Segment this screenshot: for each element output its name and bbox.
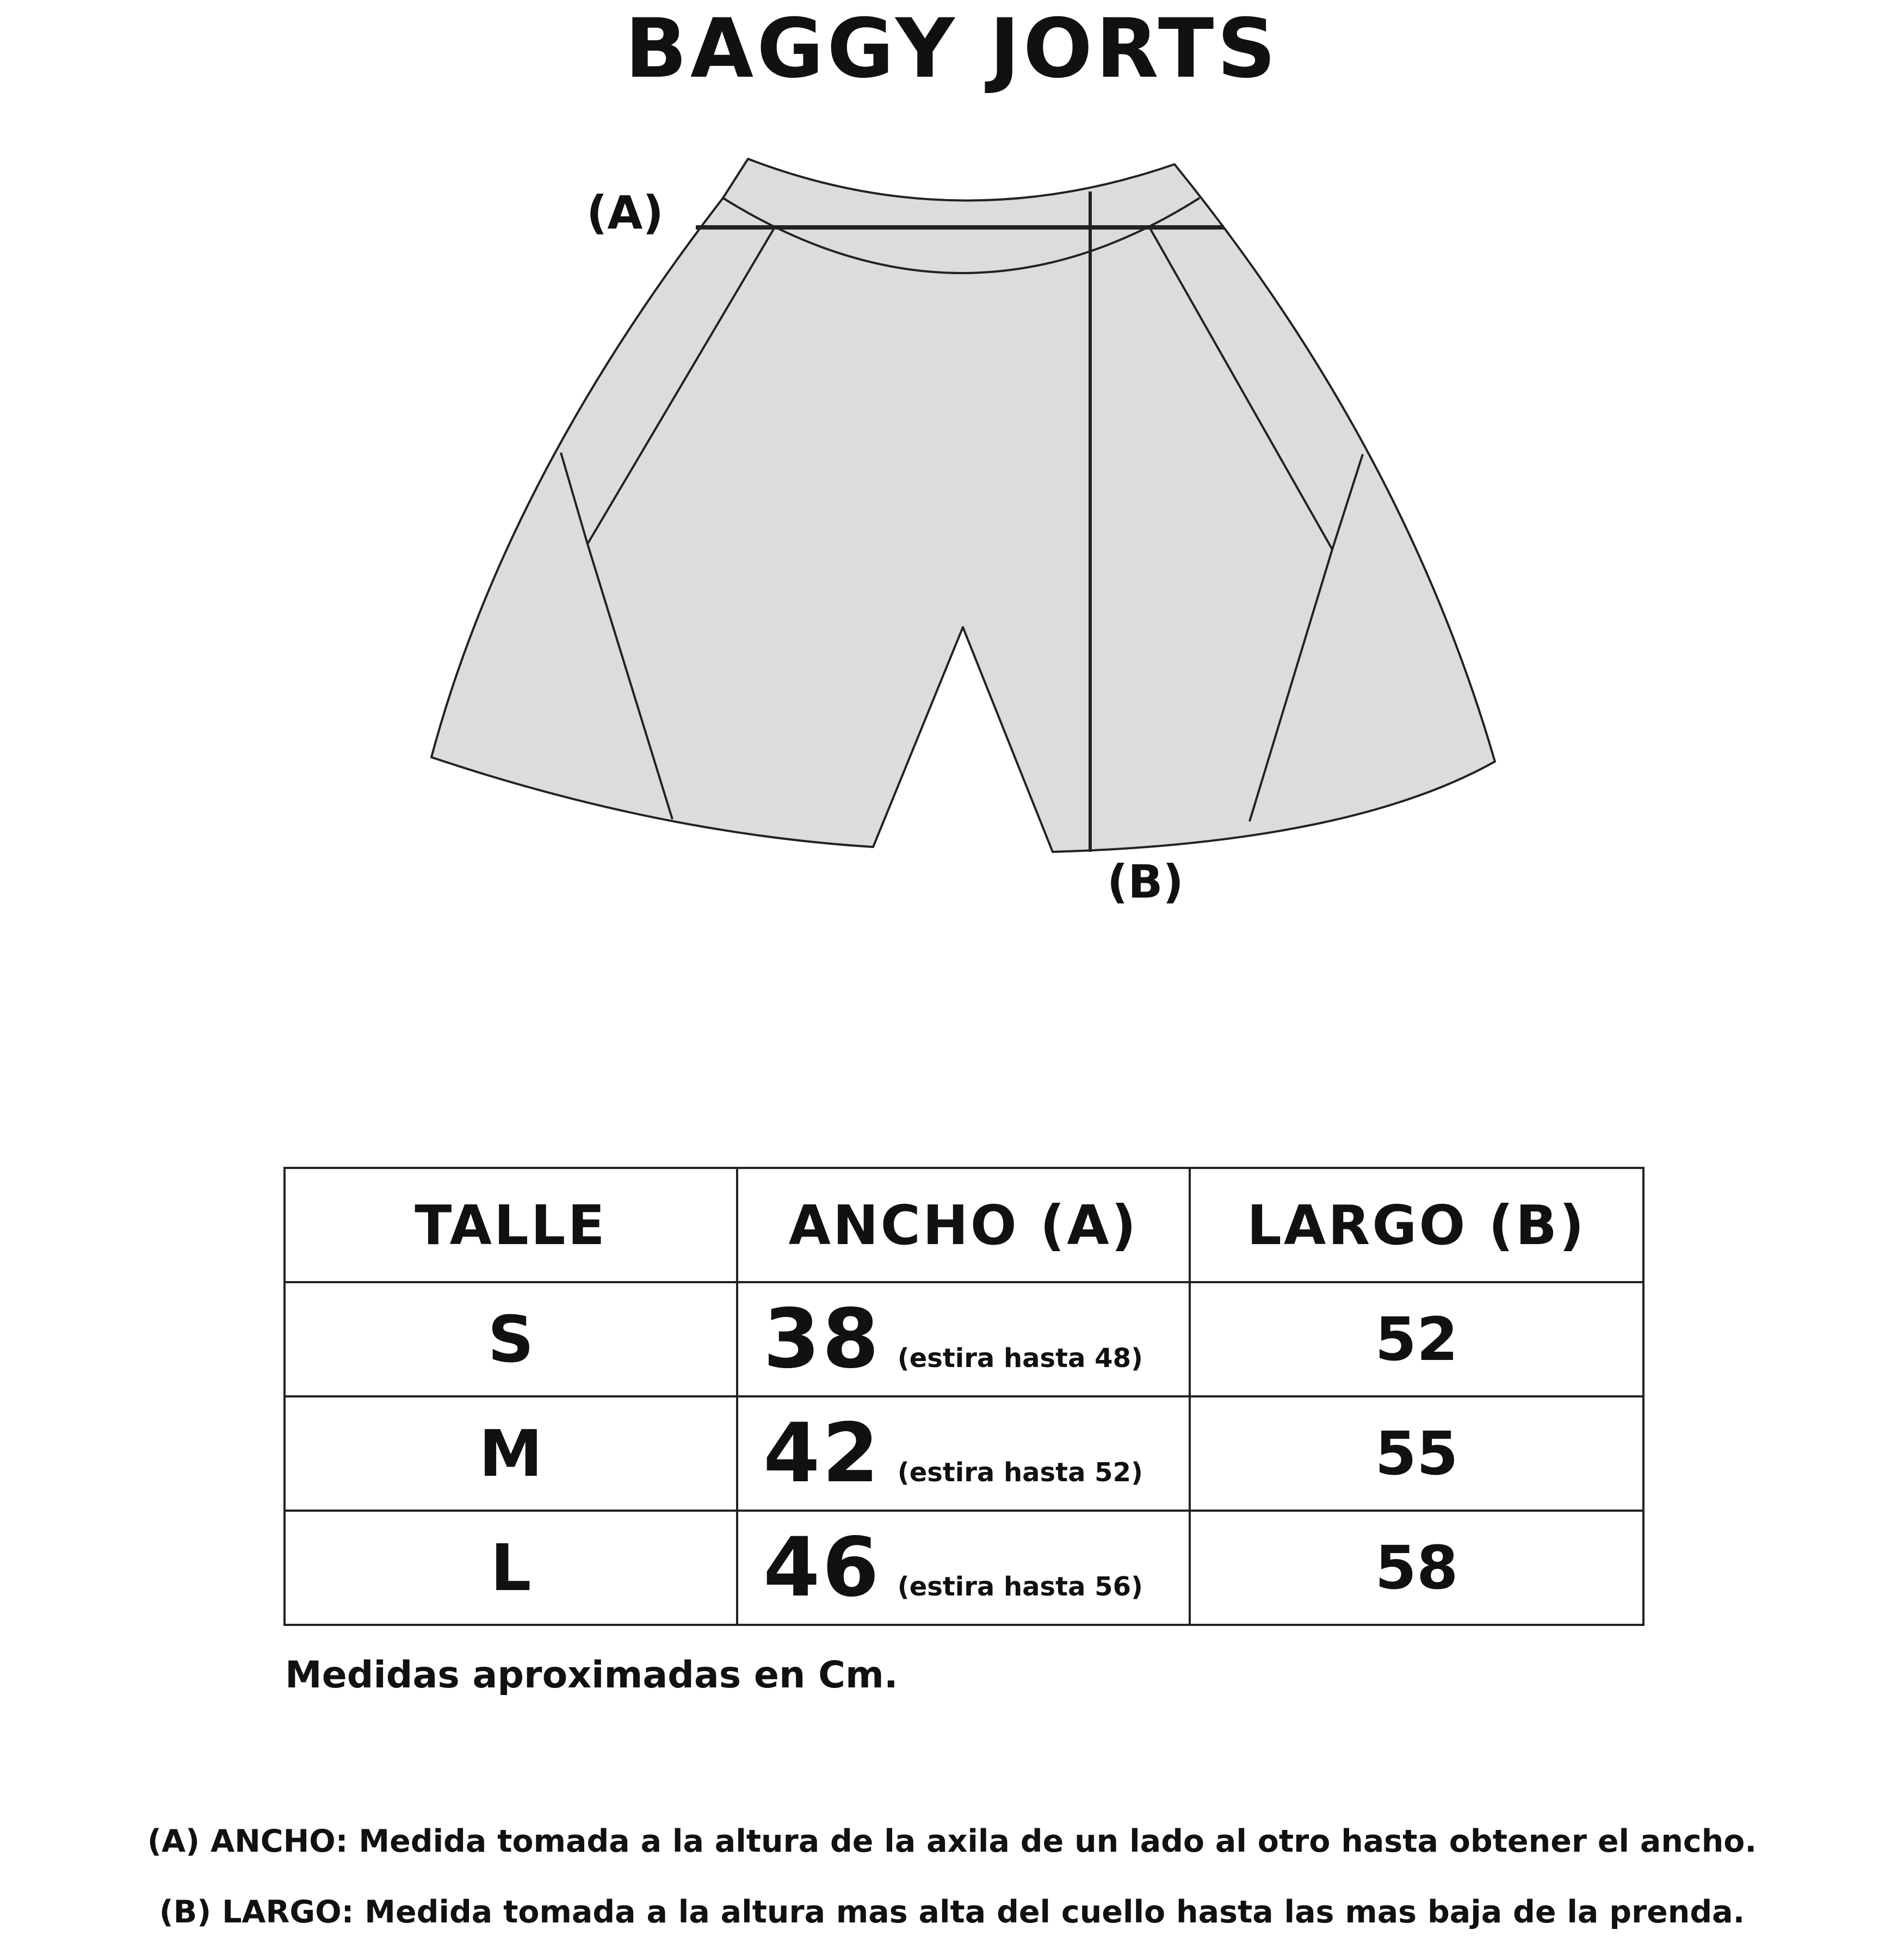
width-cell [737,1511,1190,1625]
page-title: BAGGY JORTS [625,2,1279,96]
length-cell: 52 [1190,1282,1643,1396]
width-cell [737,1282,1190,1396]
label-b: (B) [1107,855,1184,908]
shorts-silhouette [431,159,1495,852]
width-value: 46 [763,1520,881,1615]
stretch-note: (estira hasta 52) [897,1457,1143,1488]
size-cell: S [285,1282,737,1396]
table-header-row [285,1168,1643,1282]
width-value: 38 [763,1292,881,1387]
size-cell: L [285,1511,737,1625]
size-cell: M [285,1396,737,1511]
stretch-note: (estira hasta 56) [897,1572,1143,1602]
length-cell: 55 [1190,1396,1643,1511]
size-table [283,1167,1645,1626]
footnote-largo: (B) LARGO: Medida tomada a la altura mas alta del cuello hasta las mas baja de la prenda. [159,1894,1745,1930]
footnote-ancho: (A) ANCHO: Medida tomada a la altura de la axila de un lado al otro hasta obtener el ancho. [147,1823,1757,1859]
header-largo: LARGO (B) [1190,1168,1643,1282]
table-row [285,1511,1643,1625]
table-row [285,1282,1643,1396]
width-value: 42 [763,1406,881,1501]
table-row [285,1396,1643,1511]
width-cell [737,1396,1190,1511]
label-a: (A) [586,186,664,239]
measurements-note: Medidas aproximadas en Cm. [285,1654,898,1697]
header-ancho: ANCHO (A) [737,1168,1190,1282]
shorts-diagram [0,0,1904,952]
length-cell: 58 [1190,1511,1643,1625]
header-talle: TALLE [285,1168,737,1282]
stretch-note: (estira hasta 48) [897,1343,1143,1374]
